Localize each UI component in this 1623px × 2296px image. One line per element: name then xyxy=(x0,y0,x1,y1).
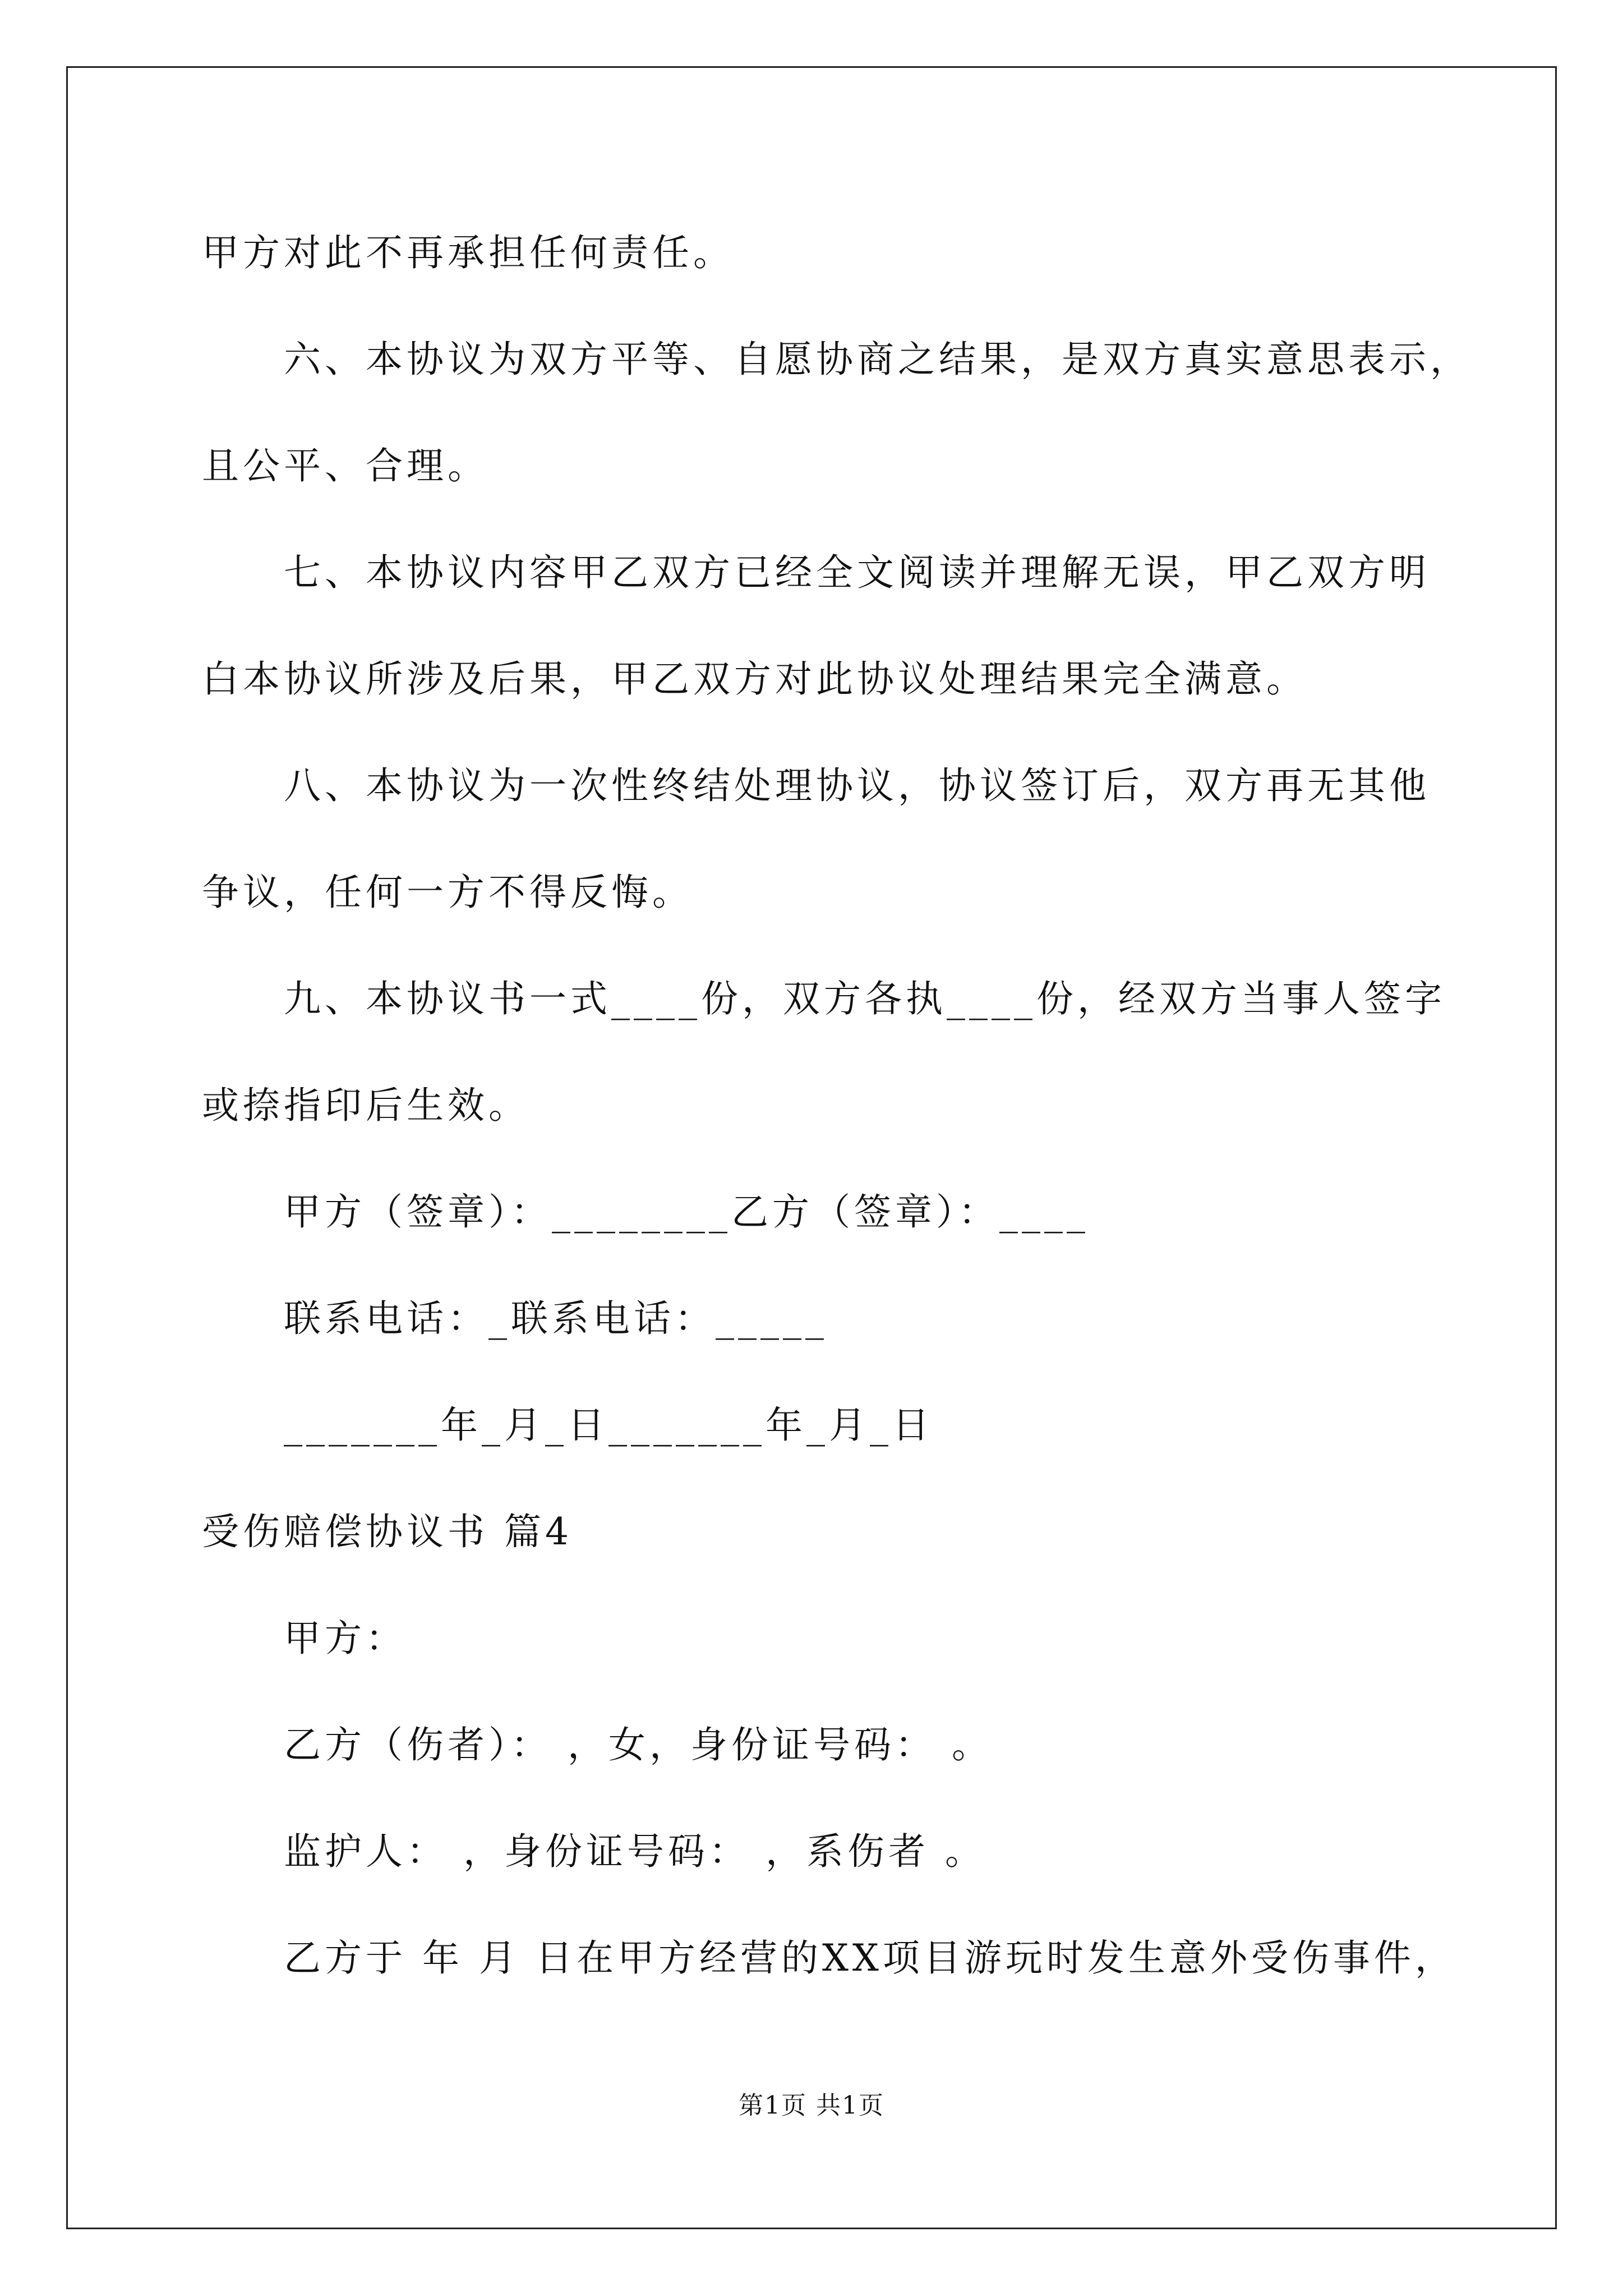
clause-six: 六、本协议为双方平等、自愿协商之结果，是双方真实意思表示， xyxy=(284,338,1471,381)
text-line: 白本协议所涉及后果，甲乙双方对此协议处理结果完全满意。 xyxy=(202,657,1307,701)
incident-line: 乙方于 年 月 日在甲方经营的XX项目游玩时发生意外受伤事件， xyxy=(284,1936,1456,1980)
page-border xyxy=(66,66,1557,2229)
guardian-line: 监护人： ，身份证号码： ，系伤者 。 xyxy=(284,1830,986,1873)
signature-line: 甲方（签章）：________乙方（签章）：____ xyxy=(284,1190,1089,1234)
section-heading: 受伤赔偿协议书 篇4 xyxy=(202,1510,573,1553)
date-line: _______年_月_日_______年_月_日 xyxy=(284,1404,933,1447)
text-line: 甲方对此不再承担任何责任。 xyxy=(202,231,734,274)
clause-eight: 八、本协议为一次性终结处理协议，协议签订后，双方再无其他 xyxy=(284,764,1430,807)
party-a-line: 甲方： xyxy=(284,1617,407,1660)
text-line: 或捺指印后生效。 xyxy=(202,1084,529,1127)
party-b-line: 乙方（伤者）： ，女，身份证号码： 。 xyxy=(284,1723,993,1766)
clause-nine: 九、本协议书一式____份，双方各执____份，经双方当事人签字 xyxy=(284,977,1446,1020)
contact-phone-line: 联系电话：_联系电话：_____ xyxy=(284,1297,828,1340)
text-line: 且公平、合理。 xyxy=(202,444,488,487)
page-footer: 第1页 共1页 xyxy=(739,2091,884,2120)
text-line: 争议，任何一方不得反悔。 xyxy=(202,871,693,914)
clause-seven: 七、本协议内容甲乙双方已经全文阅读并理解无误，甲乙双方明 xyxy=(284,551,1430,594)
